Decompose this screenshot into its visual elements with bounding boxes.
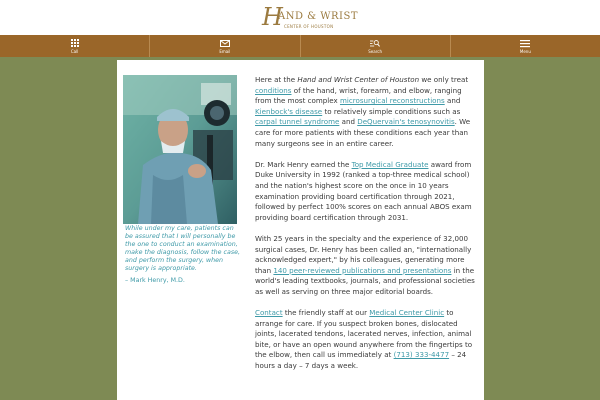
- envelope-icon: [220, 39, 230, 48]
- p4-text-2: to arrange for care. If you suspect broken bones, dislocated joints, lacerated tendons, lacerated nerves, infection, animal bite, or have an open wound anywhere from the fingertips to the elbow, then call us immediately at: [255, 308, 473, 360]
- main-content: [117, 60, 484, 400]
- p2-text-1: Dr. Mark Henry earned the: [255, 159, 352, 169]
- link-medical-center-clinic[interactable]: Medical Center Clinic: [369, 308, 445, 318]
- nav-menu[interactable]: [451, 35, 600, 57]
- link-dequervains[interactable]: DeQuervain's tenosynovitis: [357, 117, 455, 127]
- link-carpal-tunnel[interactable]: carpal tunnel syndrome: [255, 117, 340, 127]
- nav-bar: [0, 35, 600, 57]
- link-contact[interactable]: Contact: [255, 308, 283, 318]
- p3-text-2: in the world's leading textbooks, journals, and professional societies as well as serving on three major editorial boards.: [255, 265, 475, 296]
- article-body: [255, 75, 477, 382]
- p1-text-4: and: [444, 96, 461, 106]
- nav-call-label: Call: [70, 48, 79, 54]
- link-phone-number[interactable]: (713) 333-4477: [393, 350, 450, 360]
- p3-text-1: With 25 years in the specialty and the experience of 32,000 surgical cases, Dr. Henry has been called an, "internationally acknowledged expert," by his colleagues, generating more than: [255, 233, 472, 275]
- photo-caption: While under my care, patients can be assured that I will personally be the one to conduct an examination, make the diagnosis, follow the case, and perform the surgery, when surgery is appropriate.: [125, 225, 240, 272]
- link-kienbocks-disease[interactable]: Kienbock's disease: [255, 106, 323, 116]
- p1-text-5: to relatively simple conditions such as: [322, 106, 461, 116]
- logo-name: AND & WRIST: [278, 11, 359, 22]
- nav-search[interactable]: [301, 35, 451, 57]
- hamburger-icon: [520, 39, 530, 48]
- p2-text-2: award from Duke University in 1992 (ranked a top-three medical school) and the nation's highest score on the once in 10 years examination providing board certification through 2021, followed by perfect 100% scores on each annual ABOS exam providing board certification through 2031.: [255, 159, 472, 222]
- doctor-photo: [123, 75, 237, 224]
- caption-signature: – Mark Henry, M.D.: [125, 277, 185, 284]
- paragraph-experience: [255, 234, 477, 298]
- link-publications[interactable]: 140 peer-reviewed publications and presentations: [273, 265, 452, 275]
- p1-text-1: Here at the: [255, 75, 298, 84]
- p4-text-3: – 24 hours a day – 7 days a week.: [255, 350, 467, 371]
- p1-text-2: we only treat: [419, 75, 469, 84]
- nav-email-label: Email: [219, 48, 231, 54]
- p1-text-3: of the hand, wrist, forearm, and elbow, ranging from the most complex: [255, 85, 462, 106]
- paragraph-credentials: [255, 160, 477, 224]
- p1-text-7: . We care for more patients with these conditions each year than many surgeons see in an entire career.: [255, 117, 471, 148]
- nav-call[interactable]: [0, 35, 150, 57]
- nav-search-label: Search: [368, 48, 382, 54]
- link-top-medical-graduate[interactable]: Top Medical Graduate: [351, 159, 429, 169]
- p4-text-1: the friendly staff at our: [282, 308, 370, 318]
- search-icon: [370, 39, 380, 48]
- site-header: [0, 0, 600, 35]
- nav-menu-label: Menu: [519, 48, 531, 54]
- link-microsurgical-reconstructions[interactable]: microsurgical reconstructions: [339, 96, 445, 106]
- site-logo[interactable]: [262, 3, 359, 31]
- paragraph-intro: [255, 75, 477, 149]
- logo-initial: H: [262, 3, 283, 31]
- paragraph-contact: [255, 308, 477, 372]
- p1-emphasis: Hand and Wrist Center of Houston: [297, 75, 420, 84]
- logo-subtitle: CENTER OF HOUSTON: [284, 24, 334, 29]
- link-conditions[interactable]: conditions: [255, 85, 292, 95]
- keypad-icon: [70, 39, 80, 48]
- p1-text-6: and: [339, 117, 358, 127]
- nav-email[interactable]: [150, 35, 300, 57]
